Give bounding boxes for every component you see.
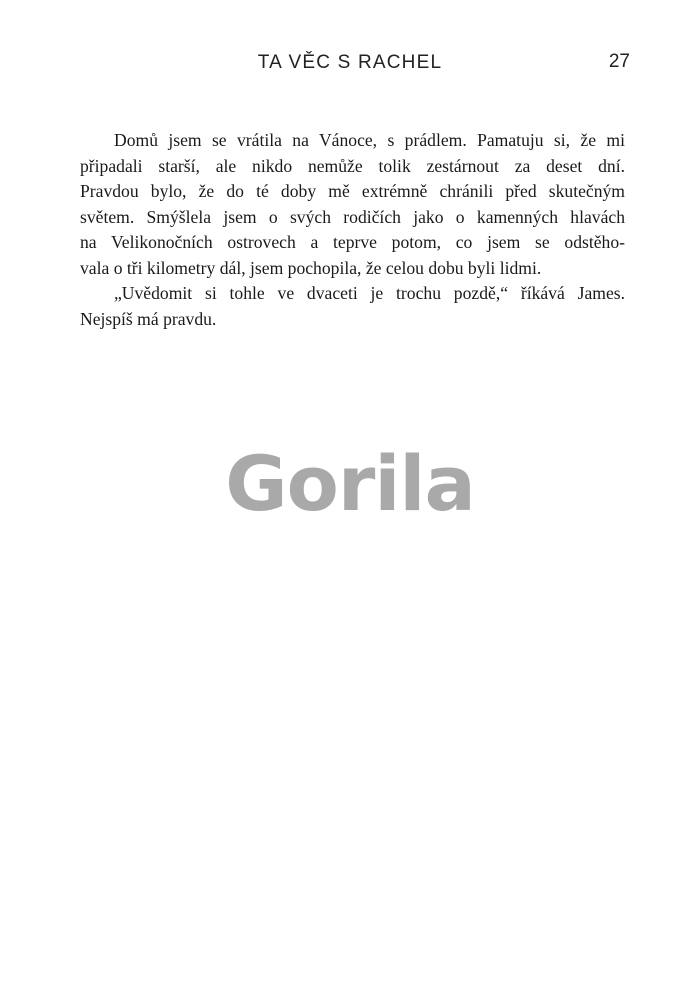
text-line: Domů jsem se vrátila na Vánoce, s prádlem. Pamatuju si, že mi: [114, 130, 625, 150]
page-number: 27: [608, 51, 630, 72]
text-line: Nejspíš má pravdu.: [80, 308, 217, 329]
text-line: vala o tři kilometry dál, jsem pochopila, že celou dobu byli lidmi.: [80, 257, 542, 278]
text-line: na Velikonočních ostrovech a teprve potom, co jsem se odstěho-: [80, 232, 625, 252]
text-line: připadali starší, ale nikdo nemůže tolik zestárnout za deset dní.: [80, 155, 625, 176]
body-text: [80, 128, 625, 332]
text-line: Pravdou bylo, že do té doby mě extrémně chránili před skutečným: [80, 181, 625, 201]
running-head: [0, 52, 700, 82]
text-line: „Uvědomit si tohle ve dvaceti je trochu pozdě,“ říkává James.: [114, 283, 625, 303]
paragraph-1: [80, 128, 625, 281]
text-line: světem. Smýšlela jsem o svých rodičích jako o kamenných hlavách: [80, 206, 625, 227]
paragraph-2: [80, 281, 625, 332]
running-title: TA VĚC S RACHEL: [257, 52, 443, 73]
gorila-watermark: Gorila: [225, 439, 475, 528]
